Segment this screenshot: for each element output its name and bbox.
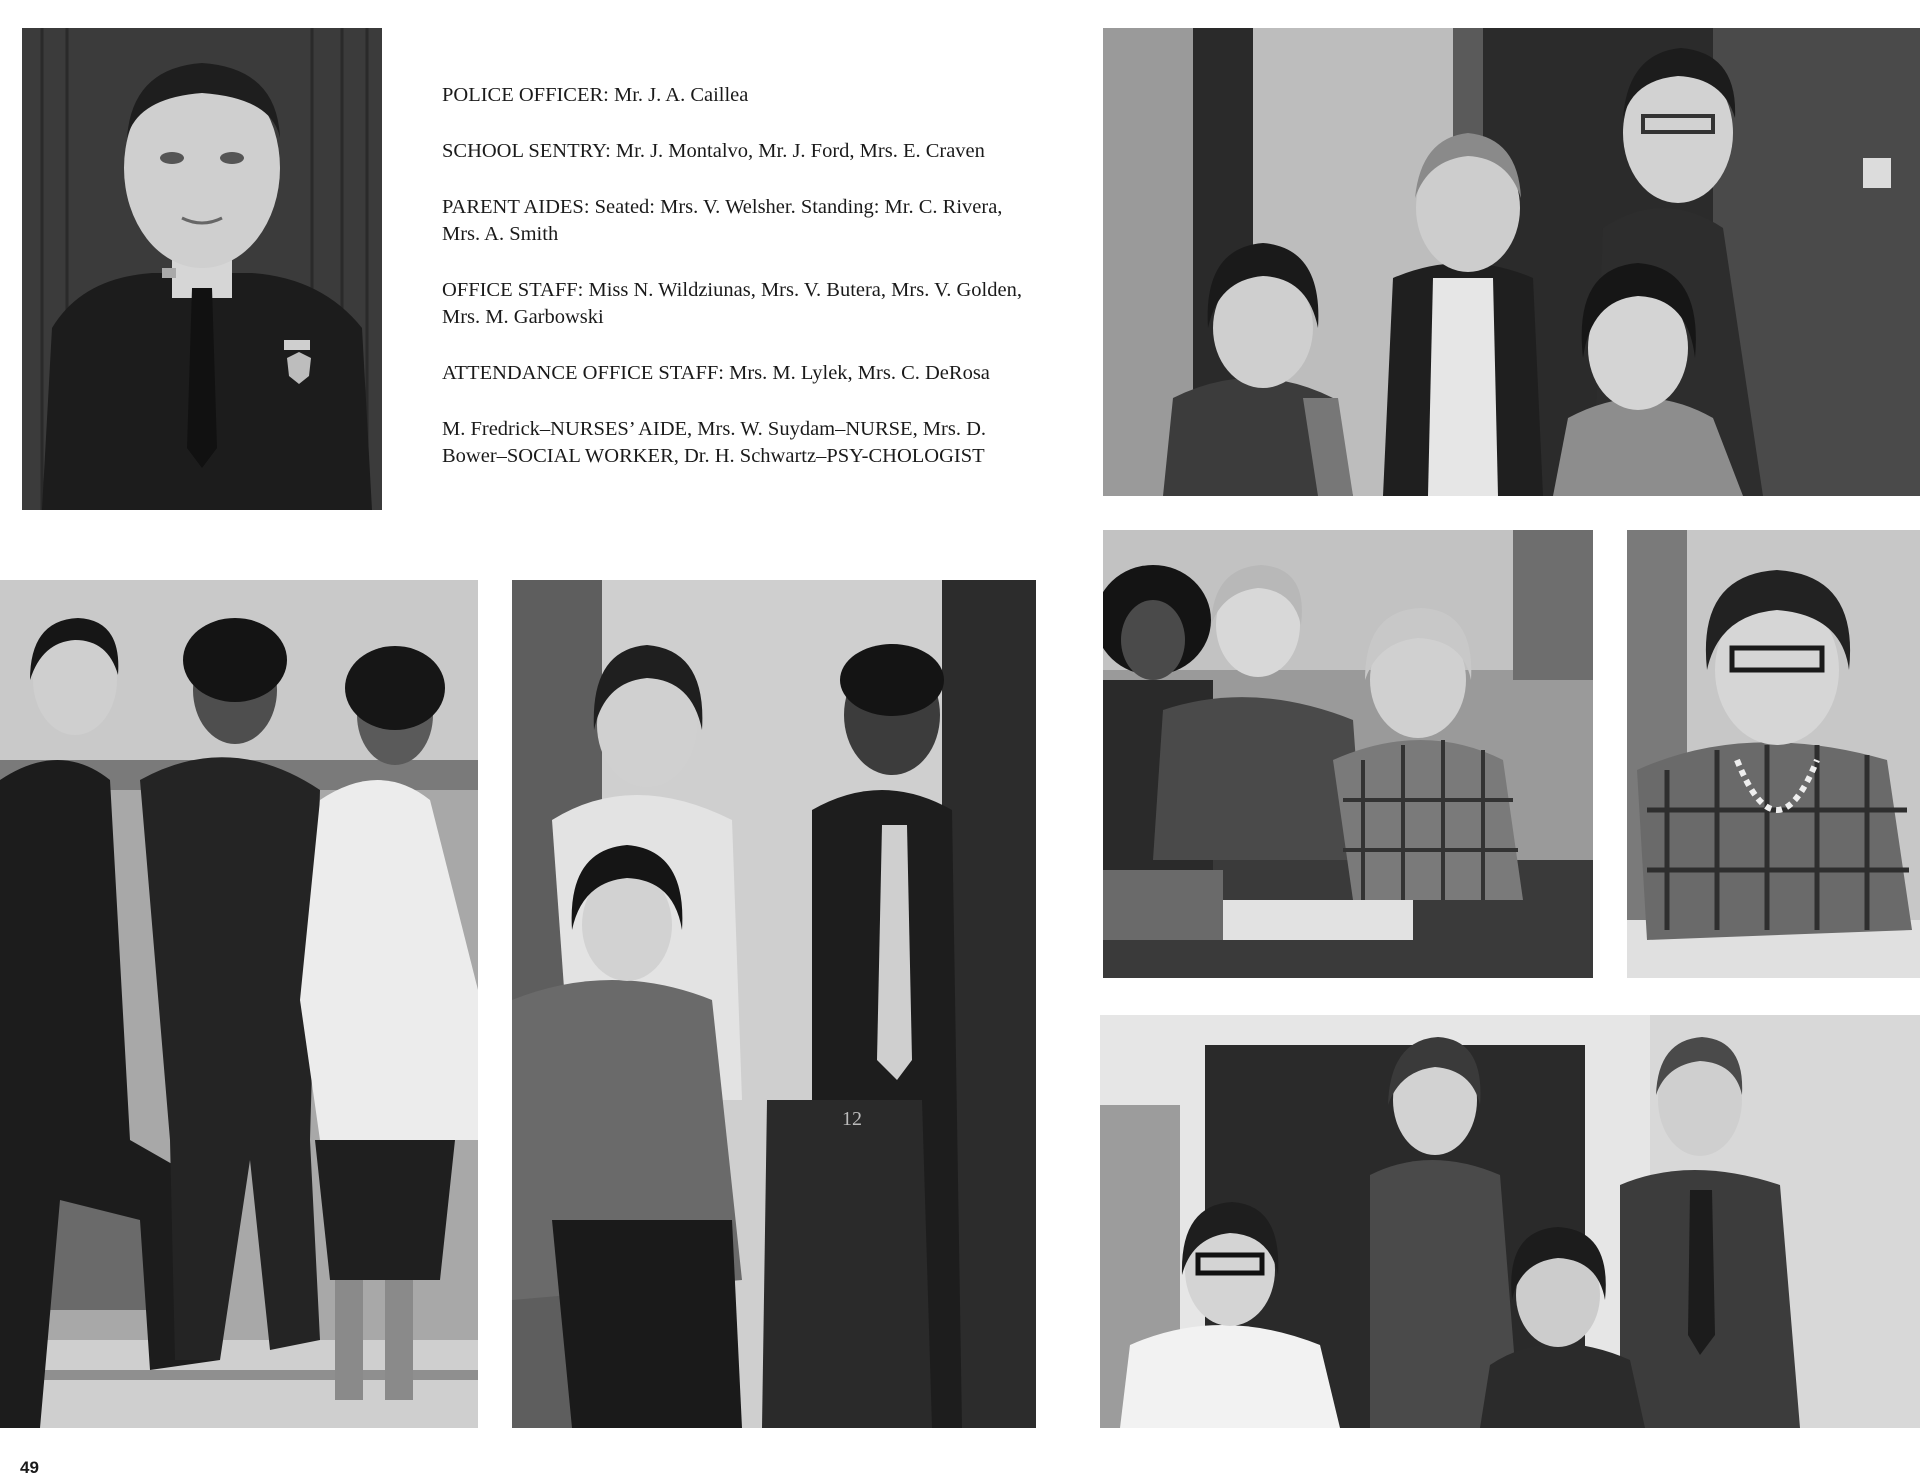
caption-office-staff: OFFICE STAFF: Miss N. Wildziunas, Mrs. V. Butera, Mrs. V. Golden, Mrs. M. Garbowski	[442, 279, 1022, 328]
nurse-illustration	[1627, 530, 1920, 978]
parent-aides-illustration	[512, 580, 1036, 1428]
school-sentry-illustration	[0, 580, 478, 1428]
caption-health-staff: M. Fredrick–NURSES’ AIDE, Mrs. W. Suydam–NURSE, Mrs. D. Bower–SOCIAL WORKER, Dr. H. Schwartz–PSY-CHOLOGIST	[442, 418, 987, 467]
photo-police-officer	[22, 28, 382, 510]
photo-parent-aides	[512, 580, 1036, 1428]
photo-health-staff	[1100, 1015, 1920, 1428]
photo-attendance-office-staff	[1103, 530, 1593, 978]
police-officer-illustration	[22, 28, 382, 510]
photo-school-sentry	[0, 580, 478, 1428]
caption-attendance-office-staff: ATTENDANCE OFFICE STAFF: Mrs. M. Lylek, Mrs. C. DeRosa	[442, 362, 990, 384]
caption-parent-aides: PARENT AIDES: Seated: Mrs. V. Welsher. Standing: Mr. C. Rivera, Mrs. A. Smith	[442, 196, 1003, 245]
health-staff-illustration	[1100, 1015, 1920, 1428]
page-number: 49	[20, 1458, 39, 1477]
office-staff-illustration	[1103, 28, 1920, 496]
seat-number-label: 12	[842, 1108, 862, 1130]
caption-police-officer: POLICE OFFICER: Mr. J. A. Caillea	[442, 84, 749, 106]
caption-block	[442, 82, 1042, 499]
caption-school-sentry: SCHOOL SENTRY: Mr. J. Montalvo, Mr. J. Ford, Mrs. E. Craven	[442, 140, 985, 162]
attendance-office-staff-illustration	[1103, 530, 1593, 978]
photo-office-staff	[1103, 28, 1920, 496]
photo-nurse	[1627, 530, 1920, 978]
